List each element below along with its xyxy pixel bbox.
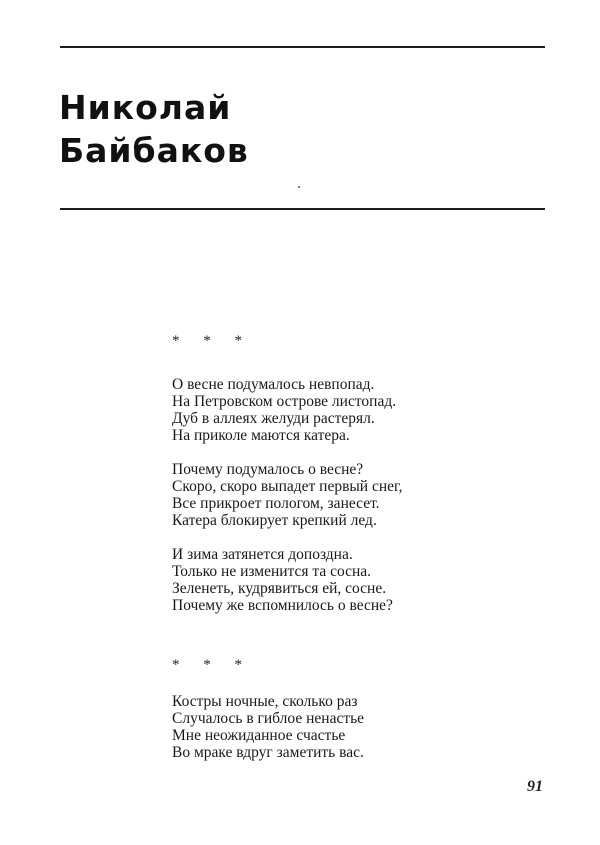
author-first-name: Николай	[59, 88, 232, 127]
poem-1-stanza-1	[172, 376, 403, 444]
author-name	[59, 86, 249, 172]
poem-line: Все прикроет пологом, занесет.	[172, 495, 380, 512]
page-number: 91	[527, 778, 543, 795]
poem-line: На приколе маются катера.	[172, 427, 350, 444]
top-rule	[60, 46, 545, 48]
poem-line: Дуб в аллеях желуди растерял.	[172, 410, 375, 427]
poem-line: О весне подумалось невпопад.	[172, 376, 375, 393]
ink-speck	[298, 186, 300, 188]
author-last-name: Байбаков	[59, 131, 249, 170]
poem-1	[172, 376, 403, 631]
poem-line: Зеленеть, кудрявиться ей, сосне.	[172, 580, 387, 597]
poem-2-separator: * * *	[172, 657, 252, 673]
poem-line: Случалось в гиблое ненастье	[172, 710, 365, 727]
poem-line: Только не изменится та сосна.	[172, 563, 372, 580]
poem-line: И зима затянется допоздна.	[172, 546, 353, 563]
poem-line: Во мраке вдруг заметить вас.	[172, 744, 364, 761]
poem-2	[172, 693, 364, 778]
bottom-rule	[60, 208, 545, 210]
poem-line: Костры ночные, сколько раз	[172, 693, 358, 710]
poem-line: На Петровском острове листопад.	[172, 393, 397, 410]
poem-line: Почему подумалось о весне?	[172, 461, 364, 478]
poem-1-stanza-3	[172, 546, 403, 614]
poem-line: Скоро, скоро выпадет первый снег,	[172, 478, 403, 495]
poem-1-separator: * * *	[172, 333, 252, 349]
poem-1-stanza-2	[172, 461, 403, 529]
poem-2-stanza-1	[172, 693, 364, 761]
poem-line: Почему же вспомнилось о весне?	[172, 597, 393, 614]
poem-line: Катера блокирует крепкий лед.	[172, 512, 377, 529]
poem-line: Мне неожиданное счастье	[172, 727, 346, 744]
